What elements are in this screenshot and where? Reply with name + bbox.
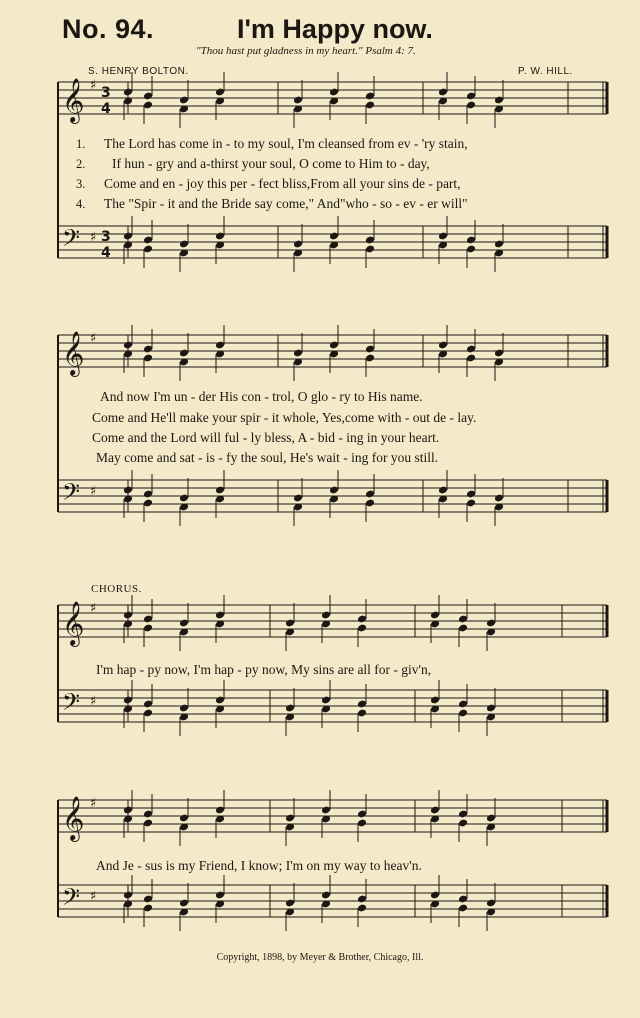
verse-1-line-1: The Lord has come in - to my soul, I'm cleansed from ev - 'ry stain, bbox=[104, 136, 468, 151]
key-signature-sharp: ♯ bbox=[90, 889, 97, 904]
key-signature-sharp: ♯ bbox=[90, 331, 97, 346]
key-signature-sharp: ♯ bbox=[90, 601, 97, 616]
scripture-epigraph: "Thou hast put gladness in my heart." Psalm 4: 7. bbox=[196, 45, 416, 57]
time-signature: 4 bbox=[101, 101, 111, 117]
chorus-label: CHORUS. bbox=[91, 583, 142, 595]
verse-2-line-2: Come and He'll make your spir - it whole, Yes,come with - out de - lay. bbox=[92, 410, 477, 425]
verse-number: 4. bbox=[76, 197, 86, 211]
verse-3-line-1: Come and en - joy this per - fect bliss,From all your sins de - part, bbox=[104, 176, 461, 191]
treble-clef: 𝄞 bbox=[62, 796, 85, 840]
verse-4-line-1: The "Spir - it and the Bride say come," And"who - so - ev - er will" bbox=[104, 196, 468, 211]
verse-2-line-1: If hun - gry and a-thirst your soul, O come to Him to - day, bbox=[112, 156, 430, 171]
verse-number: 2. bbox=[76, 157, 86, 171]
verse-3-line-2: Come and the Lord will ful - ly bless, A - bid - ing in your heart. bbox=[92, 430, 440, 445]
hymn-title: I'm Happy now. bbox=[237, 14, 433, 44]
time-signature: 3 bbox=[101, 85, 111, 101]
verse-number: 1. bbox=[76, 137, 86, 151]
copyright-notice: Copyright, 1898, by Meyer & Brother, Chicago, Ill. bbox=[216, 952, 424, 963]
bass-clef: 𝄢 bbox=[62, 883, 81, 916]
verse-4-line-2: May come and sat - is - fy the soul, He's wait - ing for you still. bbox=[96, 450, 439, 465]
hymn-number: No. 94. bbox=[62, 14, 155, 44]
composer-credit: P. W. HILL. bbox=[518, 66, 573, 77]
chorus-line-1: I'm hap - py now, I'm hap - py now, My sins are all for - giv'n, bbox=[96, 662, 432, 677]
verse-number: 3. bbox=[76, 177, 86, 191]
key-signature-sharp: ♯ bbox=[90, 78, 97, 93]
bass-clef: 𝄢 bbox=[62, 478, 81, 511]
verse-1-line-2: And now I'm un - der His con - trol, O glo - ry to His name. bbox=[100, 389, 423, 404]
time-signature: 3 bbox=[101, 229, 111, 245]
key-signature-sharp: ♯ bbox=[90, 694, 97, 709]
treble-clef: 𝄞 bbox=[62, 78, 85, 122]
key-signature-sharp: ♯ bbox=[90, 484, 97, 499]
chorus-line-2: And Je - sus is my Friend, I know; I'm on my way to heav'n. bbox=[96, 858, 422, 873]
lyricist-credit: S. HENRY BOLTON. bbox=[88, 66, 189, 77]
key-signature-sharp: ♯ bbox=[90, 796, 97, 811]
bass-clef: 𝄢 bbox=[62, 688, 81, 721]
treble-clef: 𝄞 bbox=[62, 601, 85, 645]
bass-clef: 𝄢 bbox=[62, 224, 81, 257]
treble-clef: 𝄞 bbox=[62, 331, 85, 375]
key-signature-sharp: ♯ bbox=[90, 230, 97, 245]
time-signature: 4 bbox=[101, 245, 111, 261]
